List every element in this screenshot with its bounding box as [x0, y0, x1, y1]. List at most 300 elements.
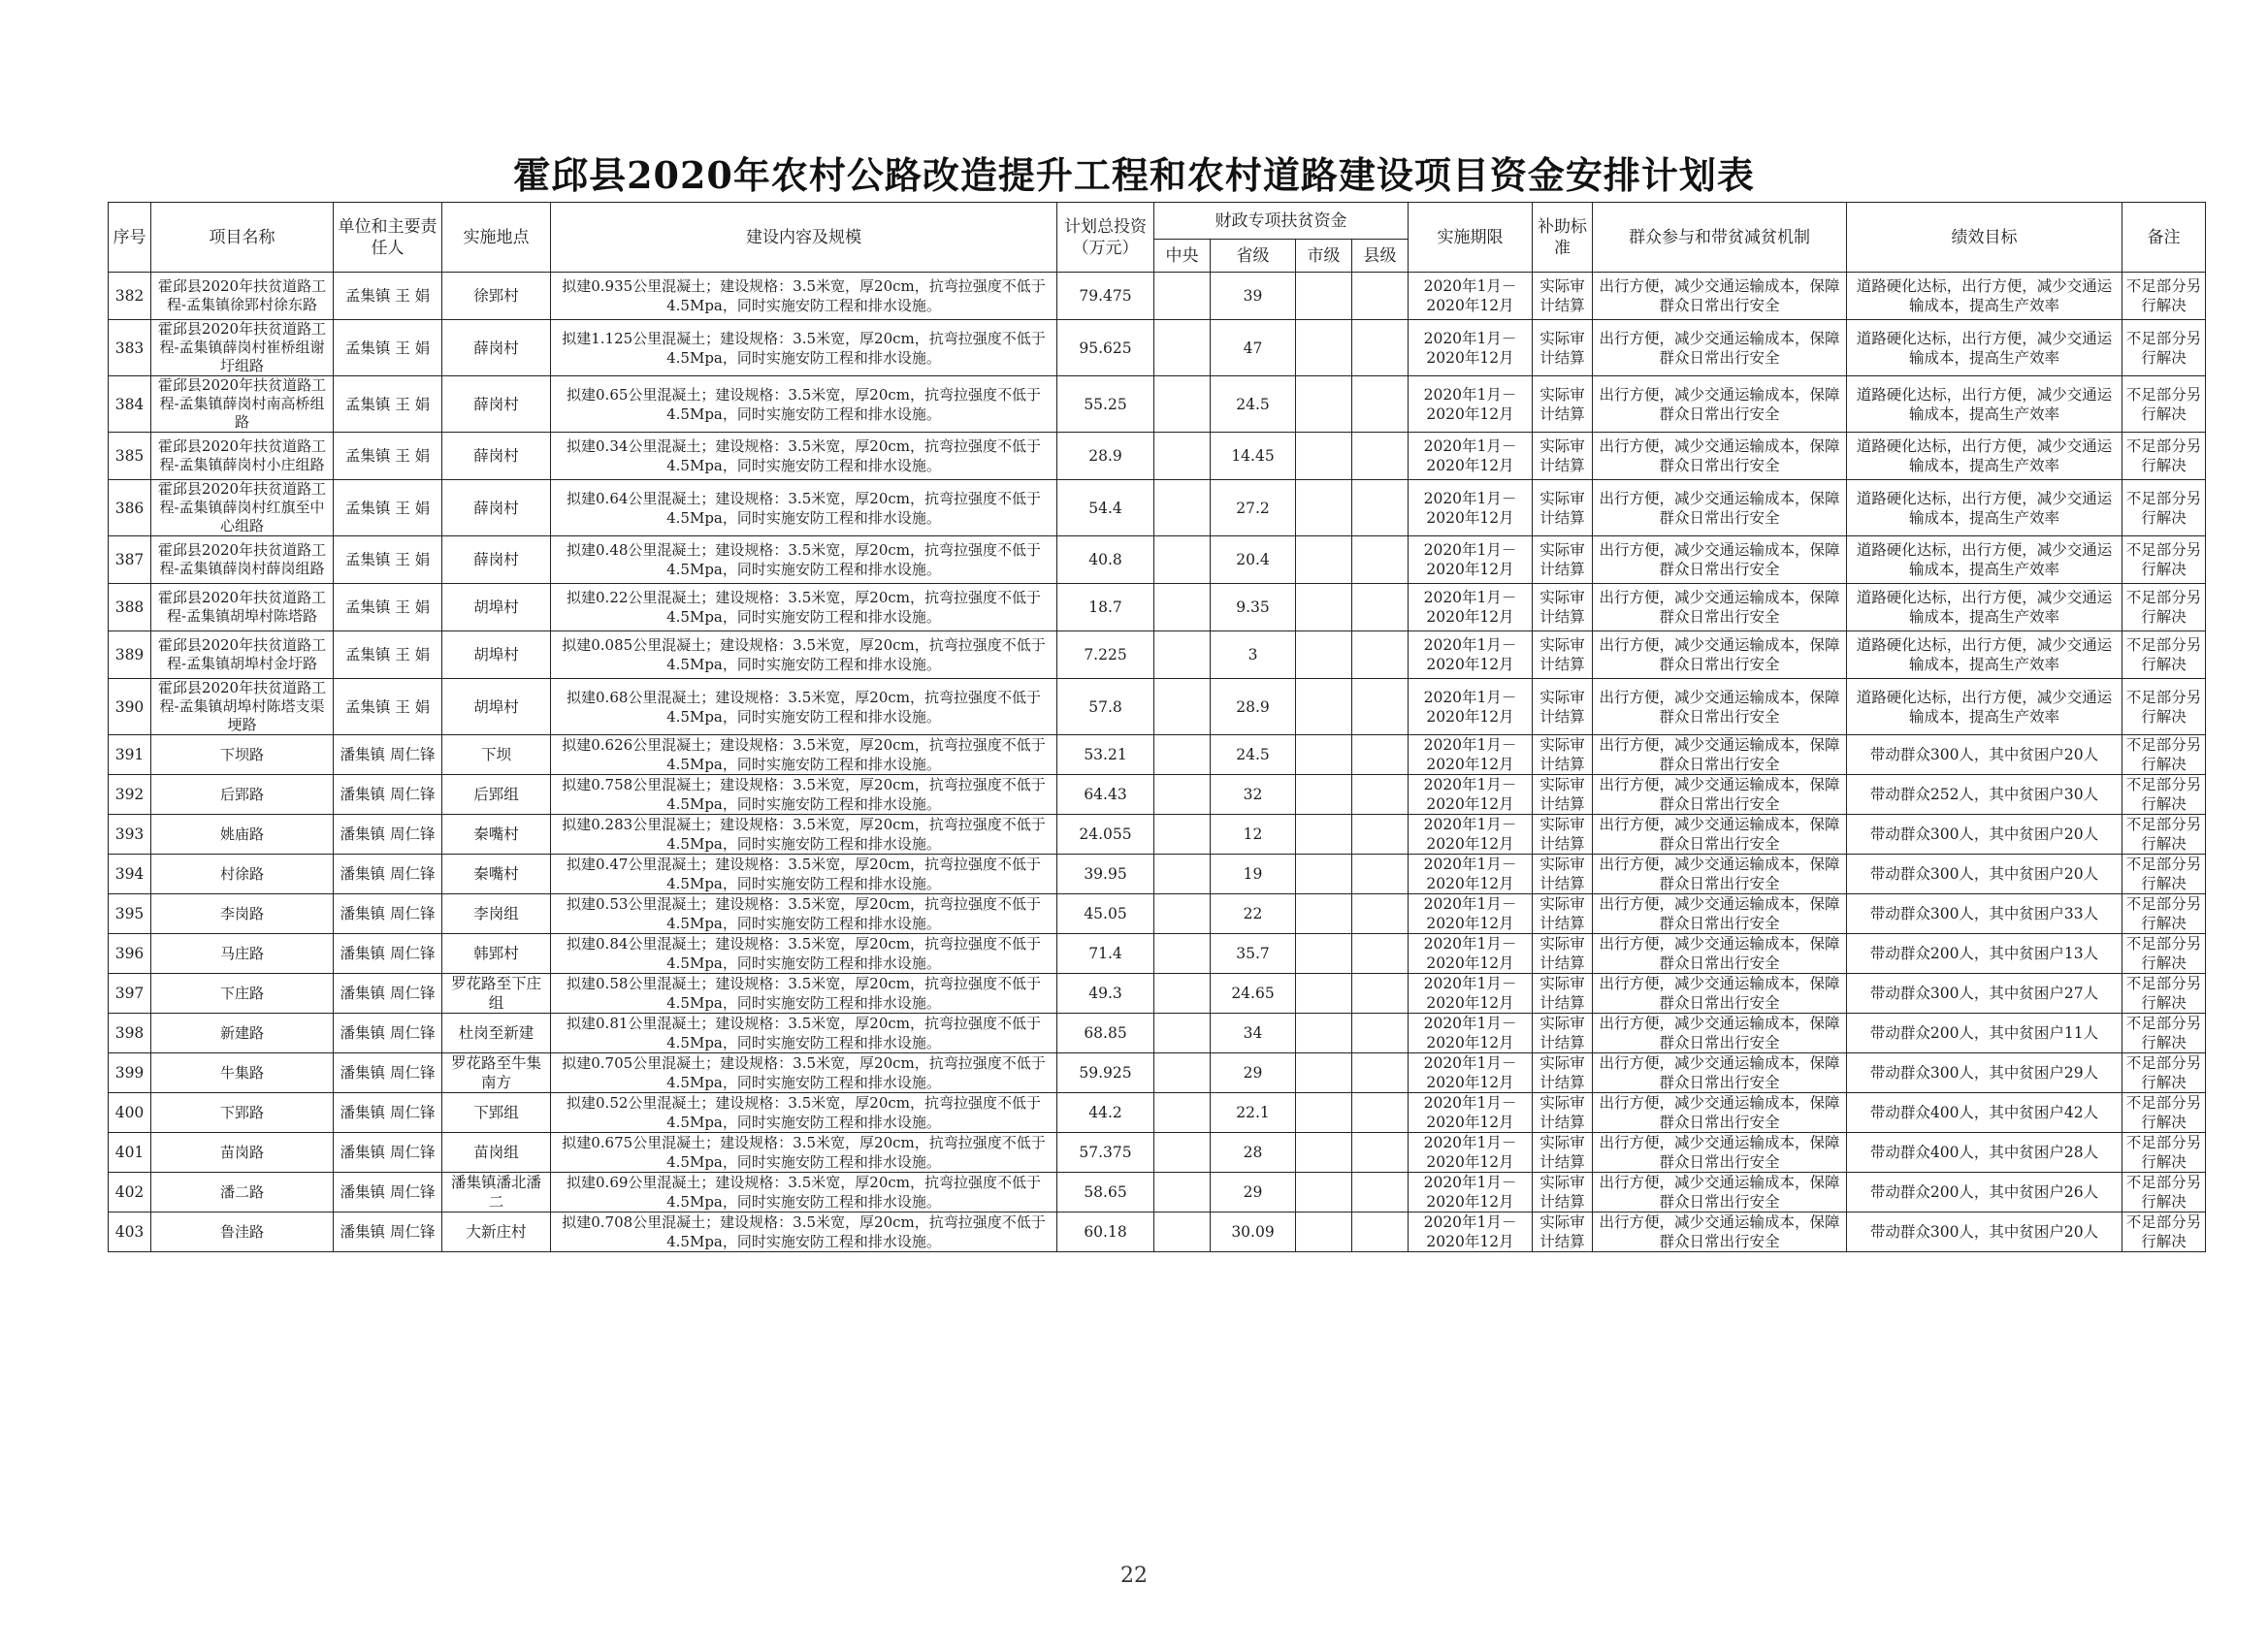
- cell-performance: 道路硬化达标，出行方便，减少交通运输成本，提高生产效率: [1847, 273, 2122, 320]
- cell-county: [1352, 1093, 1409, 1133]
- cell-city: [1296, 894, 1352, 934]
- cell-seq: 395: [109, 894, 151, 934]
- cell-content: 拟建0.34公里混凝土；建设规格：3.5米宽，厚20cm，抗弯拉强度不低于4.5Mpa，同时实施安防工程和排水设施。: [551, 433, 1057, 480]
- cell-period: 2020年1月－2020年12月: [1409, 631, 1533, 679]
- cell-content: 拟建0.675公里混凝土；建设规格：3.5米宽，厚20cm，抗弯拉强度不低于4.5Mpa，同时实施安防工程和排水设施。: [551, 1133, 1057, 1173]
- cell-unit: 潘集镇 周仁锋: [334, 1133, 442, 1173]
- cell-central: [1154, 433, 1211, 480]
- cell-performance: 道路硬化达标，出行方便，减少交通运输成本，提高生产效率: [1847, 320, 2122, 376]
- cell-project-name: 李岗路: [151, 894, 334, 934]
- cell-province: 3: [1211, 631, 1296, 679]
- cell-central: [1154, 1014, 1211, 1053]
- cell-remark: 不足部分另行解决: [2122, 631, 2206, 679]
- cell-province: 34: [1211, 1014, 1296, 1053]
- cell-content: 拟建0.758公里混凝土；建设规格：3.5米宽，厚20cm，抗弯拉强度不低于4.5Mpa，同时实施安防工程和排水设施。: [551, 775, 1057, 815]
- cell-performance: 带动群众300人，其中贫困户20人: [1847, 815, 2122, 855]
- header-city: 市级: [1296, 240, 1352, 273]
- header-performance: 绩效目标: [1847, 203, 2122, 273]
- cell-project-name: 苗岗路: [151, 1133, 334, 1173]
- cell-performance: 带动群众300人，其中贫困户20人: [1847, 855, 2122, 894]
- cell-period: 2020年1月－2020年12月: [1409, 1093, 1533, 1133]
- cell-seq: 398: [109, 1014, 151, 1053]
- cell-period: 2020年1月－2020年12月: [1409, 679, 1533, 735]
- cell-city: [1296, 584, 1352, 631]
- header-county: 县级: [1352, 240, 1409, 273]
- cell-subsidy: 实际审计结算: [1533, 735, 1593, 775]
- cell-seq: 382: [109, 273, 151, 320]
- cell-mechanism: 出行方便，减少交通运输成本，保障群众日常出行安全: [1593, 536, 1847, 584]
- cell-seq: 383: [109, 320, 151, 376]
- cell-subsidy: 实际审计结算: [1533, 376, 1593, 433]
- cell-remark: 不足部分另行解决: [2122, 433, 2206, 480]
- cell-mechanism: 出行方便，减少交通运输成本，保障群众日常出行安全: [1593, 1173, 1847, 1212]
- cell-city: [1296, 974, 1352, 1014]
- cell-province: 28.9: [1211, 679, 1296, 735]
- cell-mechanism: 出行方便，减少交通运输成本，保障群众日常出行安全: [1593, 735, 1847, 775]
- cell-performance: 道路硬化达标，出行方便，减少交通运输成本，提高生产效率: [1847, 631, 2122, 679]
- cell-county: [1352, 480, 1409, 536]
- cell-project-name: 霍邱县2020年扶贫道路工程-孟集镇薛岗村红旗至中心组路: [151, 480, 334, 536]
- cell-content: 拟建0.68公里混凝土；建设规格：3.5米宽，厚20cm，抗弯拉强度不低于4.5Mpa，同时实施安防工程和排水设施。: [551, 679, 1057, 735]
- cell-total-investment: 68.85: [1057, 1014, 1154, 1053]
- cell-unit: 潘集镇 周仁锋: [334, 735, 442, 775]
- cell-mechanism: 出行方便，减少交通运输成本，保障群众日常出行安全: [1593, 1014, 1847, 1053]
- cell-county: [1352, 679, 1409, 735]
- cell-city: [1296, 433, 1352, 480]
- cell-subsidy: 实际审计结算: [1533, 679, 1593, 735]
- cell-central: [1154, 974, 1211, 1014]
- cell-location: 潘集镇潘北潘二: [442, 1173, 551, 1212]
- cell-seq: 391: [109, 735, 151, 775]
- cell-central: [1154, 775, 1211, 815]
- cell-central: [1154, 1212, 1211, 1252]
- cell-content: 拟建0.48公里混凝土；建设规格：3.5米宽，厚20cm，抗弯拉强度不低于4.5Mpa，同时实施安防工程和排水设施。: [551, 536, 1057, 584]
- cell-city: [1296, 376, 1352, 433]
- cell-subsidy: 实际审计结算: [1533, 536, 1593, 584]
- cell-period: 2020年1月－2020年12月: [1409, 855, 1533, 894]
- cell-county: [1352, 631, 1409, 679]
- cell-total-investment: 24.055: [1057, 815, 1154, 855]
- cell-central: [1154, 815, 1211, 855]
- cell-performance: 带动群众200人，其中贫困户11人: [1847, 1014, 2122, 1053]
- cell-content: 拟建0.705公里混凝土；建设规格：3.5米宽，厚20cm，抗弯拉强度不低于4.5Mpa，同时实施安防工程和排水设施。: [551, 1053, 1057, 1093]
- table-row: [109, 974, 2206, 1014]
- cell-content: 拟建0.58公里混凝土；建设规格：3.5米宽，厚20cm，抗弯拉强度不低于4.5Mpa，同时实施安防工程和排水设施。: [551, 974, 1057, 1014]
- cell-central: [1154, 894, 1211, 934]
- cell-mechanism: 出行方便，减少交通运输成本，保障群众日常出行安全: [1593, 480, 1847, 536]
- cell-subsidy: 实际审计结算: [1533, 1093, 1593, 1133]
- cell-performance: 道路硬化达标，出行方便，减少交通运输成本，提高生产效率: [1847, 536, 2122, 584]
- cell-content: 拟建0.81公里混凝土；建设规格：3.5米宽，厚20cm，抗弯拉强度不低于4.5Mpa，同时实施安防工程和排水设施。: [551, 1014, 1057, 1053]
- cell-project-name: 霍邱县2020年扶贫道路工程-孟集镇胡埠村陈塔路: [151, 584, 334, 631]
- cell-central: [1154, 584, 1211, 631]
- cell-subsidy: 实际审计结算: [1533, 974, 1593, 1014]
- cell-location: 杜岗至新建: [442, 1014, 551, 1053]
- cell-central: [1154, 1053, 1211, 1093]
- cell-project-name: 后郢路: [151, 775, 334, 815]
- cell-seq: 403: [109, 1212, 151, 1252]
- header-content: 建设内容及规模: [551, 203, 1057, 273]
- cell-unit: 孟集镇 王 娟: [334, 376, 442, 433]
- cell-total-investment: 55.25: [1057, 376, 1154, 433]
- cell-mechanism: 出行方便，减少交通运输成本，保障群众日常出行安全: [1593, 679, 1847, 735]
- cell-location: 薛岗村: [442, 320, 551, 376]
- cell-seq: 387: [109, 536, 151, 584]
- table-row: [109, 1093, 2206, 1133]
- cell-performance: 带动群众300人，其中贫困户27人: [1847, 974, 2122, 1014]
- cell-subsidy: 实际审计结算: [1533, 480, 1593, 536]
- cell-performance: 带动群众300人，其中贫困户20人: [1847, 735, 2122, 775]
- cell-mechanism: 出行方便，减少交通运输成本，保障群众日常出行安全: [1593, 855, 1847, 894]
- cell-remark: 不足部分另行解决: [2122, 1173, 2206, 1212]
- cell-remark: 不足部分另行解决: [2122, 934, 2206, 974]
- cell-subsidy: 实际审计结算: [1533, 894, 1593, 934]
- cell-unit: 潘集镇 周仁锋: [334, 855, 442, 894]
- cell-location: 罗花路至下庄组: [442, 974, 551, 1014]
- cell-subsidy: 实际审计结算: [1533, 934, 1593, 974]
- cell-mechanism: 出行方便，减少交通运输成本，保障群众日常出行安全: [1593, 1093, 1847, 1133]
- cell-seq: 394: [109, 855, 151, 894]
- cell-period: 2020年1月－2020年12月: [1409, 320, 1533, 376]
- cell-project-name: 鲁洼路: [151, 1212, 334, 1252]
- cell-period: 2020年1月－2020年12月: [1409, 376, 1533, 433]
- cell-total-investment: 28.9: [1057, 433, 1154, 480]
- cell-unit: 孟集镇 王 娟: [334, 320, 442, 376]
- cell-subsidy: 实际审计结算: [1533, 1212, 1593, 1252]
- header-seq: 序号: [109, 203, 151, 273]
- header-remark: 备注: [2122, 203, 2206, 273]
- cell-unit: 孟集镇 王 娟: [334, 273, 442, 320]
- cell-remark: 不足部分另行解决: [2122, 679, 2206, 735]
- cell-total-investment: 44.2: [1057, 1093, 1154, 1133]
- header-period: 实施期限: [1409, 203, 1533, 273]
- cell-location: 徐郢村: [442, 273, 551, 320]
- cell-remark: 不足部分另行解决: [2122, 584, 2206, 631]
- cell-project-name: 霍邱县2020年扶贫道路工程-孟集镇薛岗村薛岗组路: [151, 536, 334, 584]
- cell-unit: 潘集镇 周仁锋: [334, 1173, 442, 1212]
- cell-content: 拟建0.84公里混凝土；建设规格：3.5米宽，厚20cm，抗弯拉强度不低于4.5Mpa，同时实施安防工程和排水设施。: [551, 934, 1057, 974]
- cell-period: 2020年1月－2020年12月: [1409, 1173, 1533, 1212]
- cell-province: 24.65: [1211, 974, 1296, 1014]
- cell-project-name: 下坝路: [151, 735, 334, 775]
- cell-performance: 道路硬化达标，出行方便，减少交通运输成本，提高生产效率: [1847, 679, 2122, 735]
- cell-total-investment: 64.43: [1057, 775, 1154, 815]
- cell-province: 29: [1211, 1173, 1296, 1212]
- cell-county: [1352, 1212, 1409, 1252]
- cell-unit: 孟集镇 王 娟: [334, 433, 442, 480]
- cell-period: 2020年1月－2020年12月: [1409, 584, 1533, 631]
- cell-unit: 潘集镇 周仁锋: [334, 815, 442, 855]
- cell-unit: 潘集镇 周仁锋: [334, 1212, 442, 1252]
- cell-unit: 孟集镇 王 娟: [334, 584, 442, 631]
- cell-subsidy: 实际审计结算: [1533, 320, 1593, 376]
- cell-total-investment: 45.05: [1057, 894, 1154, 934]
- cell-project-name: 牛集路: [151, 1053, 334, 1093]
- cell-period: 2020年1月－2020年12月: [1409, 775, 1533, 815]
- cell-total-investment: 58.65: [1057, 1173, 1154, 1212]
- cell-location: 下坝: [442, 735, 551, 775]
- cell-seq: 402: [109, 1173, 151, 1212]
- cell-unit: 孟集镇 王 娟: [334, 480, 442, 536]
- page-number: 22: [1120, 1564, 1148, 1588]
- cell-province: 22: [1211, 894, 1296, 934]
- cell-project-name: 马庄路: [151, 934, 334, 974]
- cell-unit: 潘集镇 周仁锋: [334, 775, 442, 815]
- cell-county: [1352, 815, 1409, 855]
- cell-central: [1154, 1173, 1211, 1212]
- cell-remark: 不足部分另行解决: [2122, 855, 2206, 894]
- cell-total-investment: 79.475: [1057, 273, 1154, 320]
- table-row: [109, 679, 2206, 735]
- cell-city: [1296, 631, 1352, 679]
- table-row: [109, 815, 2206, 855]
- cell-mechanism: 出行方便，减少交通运输成本，保障群众日常出行安全: [1593, 584, 1847, 631]
- cell-subsidy: 实际审计结算: [1533, 1014, 1593, 1053]
- cell-subsidy: 实际审计结算: [1533, 273, 1593, 320]
- cell-city: [1296, 273, 1352, 320]
- table-row: [109, 1173, 2206, 1212]
- cell-county: [1352, 934, 1409, 974]
- cell-seq: 384: [109, 376, 151, 433]
- header-mechanism: 群众参与和带贫减贫机制: [1593, 203, 1847, 273]
- cell-province: 47: [1211, 320, 1296, 376]
- cell-province: 30.09: [1211, 1212, 1296, 1252]
- cell-unit: 孟集镇 王 娟: [334, 631, 442, 679]
- cell-period: 2020年1月－2020年12月: [1409, 1053, 1533, 1093]
- cell-remark: 不足部分另行解决: [2122, 1212, 2206, 1252]
- cell-remark: 不足部分另行解决: [2122, 536, 2206, 584]
- cell-city: [1296, 1053, 1352, 1093]
- cell-city: [1296, 735, 1352, 775]
- cell-county: [1352, 894, 1409, 934]
- cell-county: [1352, 735, 1409, 775]
- cell-unit: 潘集镇 周仁锋: [334, 1053, 442, 1093]
- cell-performance: 道路硬化达标，出行方便，减少交通运输成本，提高生产效率: [1847, 480, 2122, 536]
- table-row: [109, 894, 2206, 934]
- cell-subsidy: 实际审计结算: [1533, 584, 1593, 631]
- cell-performance: 带动群众200人，其中贫困户13人: [1847, 934, 2122, 974]
- cell-mechanism: 出行方便，减少交通运输成本，保障群众日常出行安全: [1593, 1212, 1847, 1252]
- cell-location: 李岗组: [442, 894, 551, 934]
- cell-central: [1154, 376, 1211, 433]
- cell-mechanism: 出行方便，减少交通运输成本，保障群众日常出行安全: [1593, 376, 1847, 433]
- cell-period: 2020年1月－2020年12月: [1409, 536, 1533, 584]
- cell-unit: 潘集镇 周仁锋: [334, 974, 442, 1014]
- cell-unit: 潘集镇 周仁锋: [334, 934, 442, 974]
- cell-unit: 孟集镇 王 娟: [334, 679, 442, 735]
- cell-location: 薛岗村: [442, 376, 551, 433]
- cell-period: 2020年1月－2020年12月: [1409, 480, 1533, 536]
- cell-period: 2020年1月－2020年12月: [1409, 894, 1533, 934]
- cell-seq: 386: [109, 480, 151, 536]
- cell-performance: 带动群众300人，其中贫困户33人: [1847, 894, 2122, 934]
- cell-county: [1352, 1173, 1409, 1212]
- cell-total-investment: 53.21: [1057, 735, 1154, 775]
- cell-performance: 带动群众200人，其中贫困户26人: [1847, 1173, 2122, 1212]
- cell-province: 27.2: [1211, 480, 1296, 536]
- cell-city: [1296, 1173, 1352, 1212]
- cell-city: [1296, 679, 1352, 735]
- cell-remark: 不足部分另行解决: [2122, 894, 2206, 934]
- table-row: [109, 1212, 2206, 1252]
- cell-total-investment: 60.18: [1057, 1212, 1154, 1252]
- cell-county: [1352, 536, 1409, 584]
- cell-province: 32: [1211, 775, 1296, 815]
- cell-total-investment: 71.4: [1057, 934, 1154, 974]
- cell-project-name: 霍邱县2020年扶贫道路工程-孟集镇胡埠村陈塔支渠埂路: [151, 679, 334, 735]
- table-row: [109, 273, 2206, 320]
- cell-central: [1154, 536, 1211, 584]
- cell-location: 苗岗组: [442, 1133, 551, 1173]
- cell-location: 下郢组: [442, 1093, 551, 1133]
- cell-project-name: 村徐路: [151, 855, 334, 894]
- cell-location: 薛岗村: [442, 433, 551, 480]
- header-unit: 单位和主要责任人: [334, 203, 442, 273]
- cell-city: [1296, 855, 1352, 894]
- cell-period: 2020年1月－2020年12月: [1409, 273, 1533, 320]
- cell-seq: 390: [109, 679, 151, 735]
- cell-city: [1296, 536, 1352, 584]
- cell-province: 12: [1211, 815, 1296, 855]
- cell-mechanism: 出行方便，减少交通运输成本，保障群众日常出行安全: [1593, 815, 1847, 855]
- cell-province: 20.4: [1211, 536, 1296, 584]
- cell-central: [1154, 273, 1211, 320]
- cell-county: [1352, 433, 1409, 480]
- table-row: [109, 376, 2206, 433]
- cell-project-name: 潘二路: [151, 1173, 334, 1212]
- table-row: [109, 480, 2206, 536]
- cell-province: 28: [1211, 1133, 1296, 1173]
- table-row: [109, 1014, 2206, 1053]
- cell-seq: 392: [109, 775, 151, 815]
- cell-mechanism: 出行方便，减少交通运输成本，保障群众日常出行安全: [1593, 631, 1847, 679]
- cell-subsidy: 实际审计结算: [1533, 1133, 1593, 1173]
- cell-location: 薛岗村: [442, 480, 551, 536]
- table-row: [109, 433, 2206, 480]
- cell-central: [1154, 631, 1211, 679]
- cell-seq: 400: [109, 1093, 151, 1133]
- cell-county: [1352, 1014, 1409, 1053]
- cell-province: 39: [1211, 273, 1296, 320]
- cell-mechanism: 出行方便，减少交通运输成本，保障群众日常出行安全: [1593, 974, 1847, 1014]
- cell-county: [1352, 320, 1409, 376]
- cell-central: [1154, 1093, 1211, 1133]
- cell-total-investment: 18.7: [1057, 584, 1154, 631]
- cell-performance: 带动群众400人，其中贫困户28人: [1847, 1133, 2122, 1173]
- cell-city: [1296, 775, 1352, 815]
- cell-unit: 孟集镇 王 娟: [334, 536, 442, 584]
- cell-subsidy: 实际审计结算: [1533, 855, 1593, 894]
- cell-performance: 带动群众400人，其中贫困户42人: [1847, 1093, 2122, 1133]
- cell-province: 24.5: [1211, 735, 1296, 775]
- cell-province: 19: [1211, 855, 1296, 894]
- table-row: [109, 584, 2206, 631]
- cell-performance: 带动群众300人，其中贫困户29人: [1847, 1053, 2122, 1093]
- cell-remark: 不足部分另行解决: [2122, 273, 2206, 320]
- cell-content: 拟建0.708公里混凝土；建设规格：3.5米宽，厚20cm，抗弯拉强度不低于4.5Mpa，同时实施安防工程和排水设施。: [551, 1212, 1057, 1252]
- cell-unit: 潘集镇 周仁锋: [334, 1093, 442, 1133]
- cell-location: 薛岗村: [442, 536, 551, 584]
- cell-period: 2020年1月－2020年12月: [1409, 1014, 1533, 1053]
- header-fund-group: 财政专项扶贫资金: [1154, 203, 1409, 240]
- cell-province: 22.1: [1211, 1093, 1296, 1133]
- cell-performance: 道路硬化达标，出行方便，减少交通运输成本，提高生产效率: [1847, 433, 2122, 480]
- cell-period: 2020年1月－2020年12月: [1409, 1212, 1533, 1252]
- cell-location: 胡埠村: [442, 584, 551, 631]
- header-subsidy: 补助标准: [1533, 203, 1593, 273]
- cell-total-investment: 57.8: [1057, 679, 1154, 735]
- header-central: 中央: [1154, 240, 1211, 273]
- cell-content: 拟建0.65公里混凝土；建设规格：3.5米宽，厚20cm，抗弯拉强度不低于4.5Mpa，同时实施安防工程和排水设施。: [551, 376, 1057, 433]
- cell-seq: 385: [109, 433, 151, 480]
- cell-project-name: 霍邱县2020年扶贫道路工程-孟集镇薛岗村小庄组路: [151, 433, 334, 480]
- cell-total-investment: 95.625: [1057, 320, 1154, 376]
- cell-remark: 不足部分另行解决: [2122, 775, 2206, 815]
- cell-project-name: 霍邱县2020年扶贫道路工程-孟集镇胡埠村金圩路: [151, 631, 334, 679]
- cell-province: 14.45: [1211, 433, 1296, 480]
- cell-total-investment: 59.925: [1057, 1053, 1154, 1093]
- cell-city: [1296, 815, 1352, 855]
- cell-province: 35.7: [1211, 934, 1296, 974]
- cell-content: 拟建0.283公里混凝土；建设规格：3.5米宽，厚20cm，抗弯拉强度不低于4.5Mpa，同时实施安防工程和排水设施。: [551, 815, 1057, 855]
- cell-content: 拟建0.085公里混凝土；建设规格：3.5米宽，厚20cm，抗弯拉强度不低于4.5Mpa，同时实施安防工程和排水设施。: [551, 631, 1057, 679]
- cell-remark: 不足部分另行解决: [2122, 320, 2206, 376]
- cell-central: [1154, 855, 1211, 894]
- table-row: [109, 1053, 2206, 1093]
- cell-remark: 不足部分另行解决: [2122, 1053, 2206, 1093]
- header-project-name: 项目名称: [151, 203, 334, 273]
- cell-seq: 399: [109, 1053, 151, 1093]
- cell-remark: 不足部分另行解决: [2122, 974, 2206, 1014]
- cell-subsidy: 实际审计结算: [1533, 815, 1593, 855]
- cell-county: [1352, 1053, 1409, 1093]
- cell-central: [1154, 735, 1211, 775]
- cell-mechanism: 出行方便，减少交通运输成本，保障群众日常出行安全: [1593, 320, 1847, 376]
- cell-county: [1352, 584, 1409, 631]
- cell-mechanism: 出行方便，减少交通运输成本，保障群众日常出行安全: [1593, 934, 1847, 974]
- cell-period: 2020年1月－2020年12月: [1409, 735, 1533, 775]
- cell-total-investment: 54.4: [1057, 480, 1154, 536]
- cell-city: [1296, 1093, 1352, 1133]
- cell-content: 拟建0.69公里混凝土；建设规格：3.5米宽，厚20cm，抗弯拉强度不低于4.5Mpa，同时实施安防工程和排水设施。: [551, 1173, 1057, 1212]
- cell-location: 胡埠村: [442, 679, 551, 735]
- cell-mechanism: 出行方便，减少交通运输成本，保障群众日常出行安全: [1593, 1053, 1847, 1093]
- cell-seq: 388: [109, 584, 151, 631]
- cell-period: 2020年1月－2020年12月: [1409, 974, 1533, 1014]
- cell-total-investment: 40.8: [1057, 536, 1154, 584]
- table-row: [109, 775, 2206, 815]
- cell-location: 胡埠村: [442, 631, 551, 679]
- cell-remark: 不足部分另行解决: [2122, 376, 2206, 433]
- table-body: [109, 273, 2206, 1252]
- cell-city: [1296, 1014, 1352, 1053]
- cell-central: [1154, 1133, 1211, 1173]
- cell-remark: 不足部分另行解决: [2122, 1133, 2206, 1173]
- cell-city: [1296, 480, 1352, 536]
- table-row: [109, 1133, 2206, 1173]
- cell-project-name: 姚庙路: [151, 815, 334, 855]
- cell-unit: 潘集镇 周仁锋: [334, 1014, 442, 1053]
- cell-project-name: 霍邱县2020年扶贫道路工程-孟集镇徐郢村徐东路: [151, 273, 334, 320]
- cell-mechanism: 出行方便，减少交通运输成本，保障群众日常出行安全: [1593, 775, 1847, 815]
- cell-seq: 401: [109, 1133, 151, 1173]
- cell-seq: 396: [109, 934, 151, 974]
- table-row: [109, 320, 2206, 376]
- cell-period: 2020年1月－2020年12月: [1409, 934, 1533, 974]
- cell-location: 秦嘴村: [442, 855, 551, 894]
- table-row: [109, 934, 2206, 974]
- cell-mechanism: 出行方便，减少交通运输成本，保障群众日常出行安全: [1593, 894, 1847, 934]
